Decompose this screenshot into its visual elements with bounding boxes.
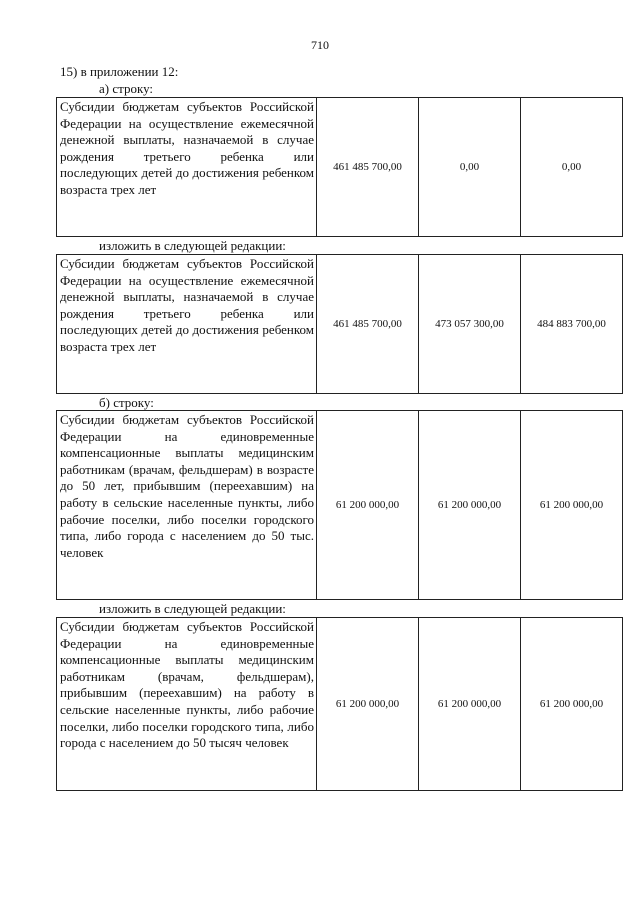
lead-text-b-new: изложить в следующей редакции: [99,601,286,616]
amount-cell-3: 484 883 700,00 [521,255,623,394]
lead-text-b: б) строку: [99,395,154,410]
table-row-b [56,410,623,600]
lead-text-a: а) строку: [99,81,154,96]
page-number: 710 [311,38,329,52]
amount-cell-1: 61 200 000,00 [317,618,419,791]
lead-text-a-new: изложить в следующей редакции: [99,238,286,253]
table-row-a-new [56,254,623,394]
row-description: Субсидии бюджетам субъектов Российской Федерации на единовременные компенсационные выплаты медицинским работникам (врачам, фельдшерам), прибывшим (переехавшим) на работу в сельские населенные пункты, либо рабочие поселки, либо поселки городского типа, либо города с населением до 50 тысяч человек [57,618,317,791]
amount-cell-1: 61 200 000,00 [317,411,419,600]
amount-cell-2: 473 057 300,00 [419,255,521,394]
row-description: Субсидии бюджетам субъектов Российской Федерации на единовременные компенсационные выплаты медицинским работникам (врачам, фельдшерам) в возрасте до 50 лет, прибывшим (переехавшим) на работу в сельские населенные пункты, либо рабочие поселки, либо поселки городского типа, либо города с населением до 50 тыс. человек [57,411,317,600]
amount-cell-3: 61 200 000,00 [521,618,623,791]
amount-cell-1: 461 485 700,00 [317,255,419,394]
row-description: Субсидии бюджетам субъектов Российской Федерации на осуществление ежемесячной денежной выплаты, назначаемой в случае рождения третьего ребенка или последующих детей до достижения ребенком возраста трех лет [57,255,317,394]
amount-cell-3: 0,00 [521,98,623,237]
amount-cell-1: 461 485 700,00 [317,98,419,237]
section-heading: 15) в приложении 12: [60,64,179,79]
amount-cell-2: 61 200 000,00 [419,618,521,791]
amount-cell-3: 61 200 000,00 [521,411,623,600]
table-row-a [56,97,623,237]
amount-cell-2: 61 200 000,00 [419,411,521,600]
amount-cell-2: 0,00 [419,98,521,237]
row-description: Субсидии бюджетам субъектов Российской Федерации на осуществление ежемесячной денежной выплаты, назначаемой в случае рождения третьего ребенка или последующих детей до достижения ребенком возраста трех лет [57,98,317,237]
table-row-b-new [56,617,623,791]
